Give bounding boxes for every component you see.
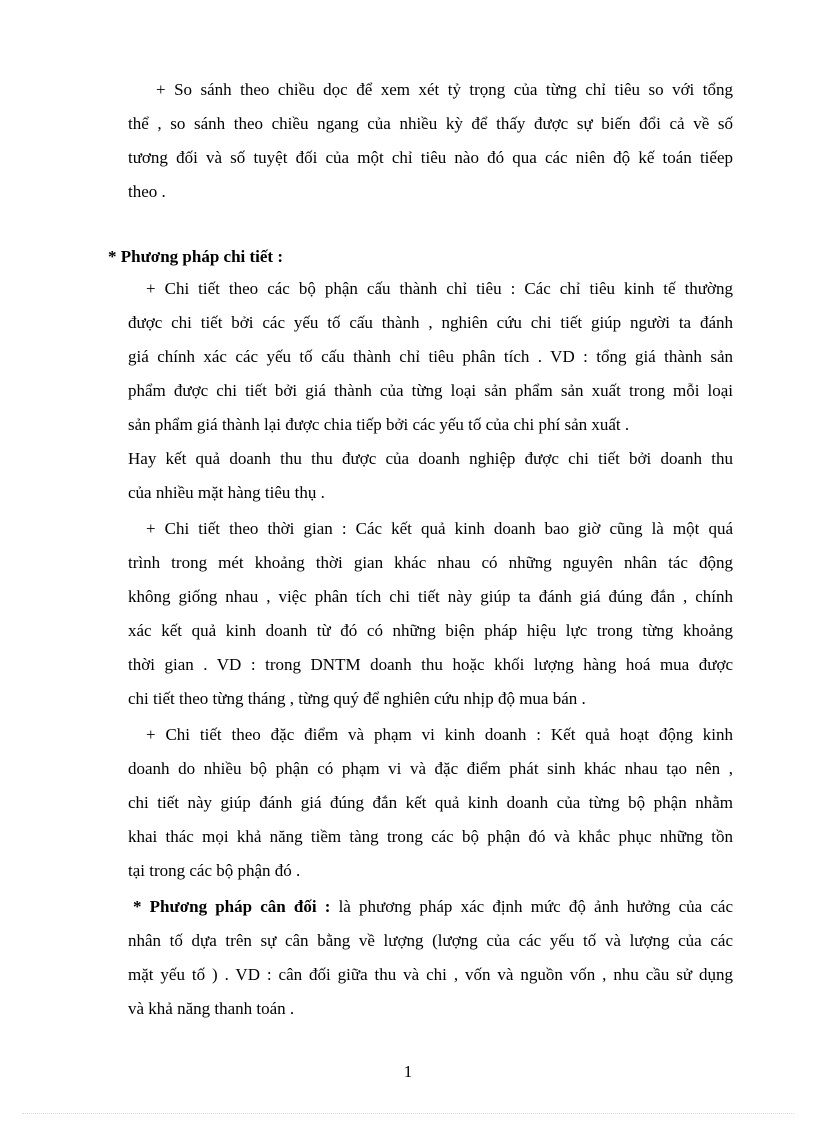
paragraph-chi-tiet-bo-phan xyxy=(128,272,733,510)
paragraph-chi-tiet-thoi-gian xyxy=(128,512,733,716)
text-line: xác kết quả kinh doanh từ đó có những biện pháp hiệu lực trong từng khoảng xyxy=(128,621,733,640)
text-line: Hay kết quả doanh thu thu được của doanh nghiệp được chi tiết bởi doanh thu xyxy=(128,449,733,468)
text-line: + Chi tiết theo đặc điểm và phạm vi kinh doanh : Kết quả hoạt động kinh xyxy=(146,725,733,744)
text-line: thời gian . VD : trong DNTM doanh thu hoặc khối lượng hàng hoá mua được xyxy=(128,655,733,674)
text-line: doanh do nhiều bộ phận có phạm vi và đặc điểm phát sinh khác nhau tạo nên , xyxy=(128,759,733,778)
text-line: thể , so sánh theo chiều ngang của nhiều kỳ để thấy được sự biến đổi cả về số xyxy=(128,114,733,133)
paragraph-so-sanh xyxy=(128,73,733,209)
text-line: theo . xyxy=(128,182,166,201)
text-line: được chi tiết bởi các yếu tố cấu thành , nghiên cứu chi tiết giúp người ta đánh xyxy=(128,313,733,332)
text-line: sản phẩm giá thành lại được chia tiếp bởi các yếu tố của chi phí sản xuất . xyxy=(128,415,630,434)
text-line: không giống nhau , việc phân tích chi tiết này giúp ta đánh giá đúng đắn , chính xyxy=(128,587,733,606)
text-line: mặt yếu tố ) . VD : cân đối giữa thu và chi , vốn và nguồn vốn , nhu cầu sử dụng xyxy=(128,965,733,984)
text-line: phẩm được chi tiết bởi giá thành của từng loại sản phẩm sản xuất trong mỗi loại xyxy=(128,381,733,400)
text-line xyxy=(128,890,733,924)
text-line: khai thác mọi khả năng tiềm tàng trong các bộ phận đó và khắc phục những tồn xyxy=(128,827,733,846)
text-line: tại trong các bộ phận đó . xyxy=(128,861,301,880)
text-line: của nhiều mặt hàng tiêu thụ . xyxy=(128,483,325,502)
section-heading-chi-tiet: * Phương pháp chi tiết : xyxy=(108,247,283,266)
inline-heading-can-doi: * Phương pháp cân đối : xyxy=(133,897,331,916)
text-line: tương đối và số tuyệt đối của một chỉ tiêu nào đó qua các niên độ kế toán tiếep xyxy=(128,148,733,167)
text-line: + So sánh theo chiều dọc để xem xét tỷ trọng của từng chỉ tiêu so với tổng xyxy=(156,80,733,99)
footer-divider xyxy=(22,1113,794,1114)
text-line: giá chính xác các yếu tố cấu thành chỉ tiêu phân tích . VD : tổng giá thành sản xyxy=(128,347,733,366)
text-line: và khả năng thanh toán . xyxy=(128,999,295,1018)
text-line: + Chi tiết theo các bộ phận cấu thành chỉ tiêu : Các chỉ tiêu kinh tế thường xyxy=(146,279,733,298)
paragraph-can-doi xyxy=(128,890,733,1026)
paragraph-chi-tiet-dac-diem xyxy=(128,718,733,888)
text-line: + Chi tiết theo thời gian : Các kết quả kinh doanh bao giờ cũng là một quá xyxy=(146,519,733,538)
text-line: chi tiết này giúp đánh giá đúng đắn kết quả kinh doanh của từng bộ phận nhằm xyxy=(128,793,733,812)
text-fragment: là phương pháp xác định mức độ ảnh hưởng của các xyxy=(330,897,733,916)
text-line: trình trong mét khoảng thời gian khác nhau có những nguyên nhân tác động xyxy=(128,553,733,572)
text-line: nhân tố dựa trên sự cân bằng về lượng (lượng của các yếu tố và lượng của các xyxy=(128,931,733,950)
page-number: 1 xyxy=(403,1062,413,1081)
text-line: chi tiết theo từng tháng , từng quý để nghiên cứu nhịp độ mua bán . xyxy=(128,689,586,708)
